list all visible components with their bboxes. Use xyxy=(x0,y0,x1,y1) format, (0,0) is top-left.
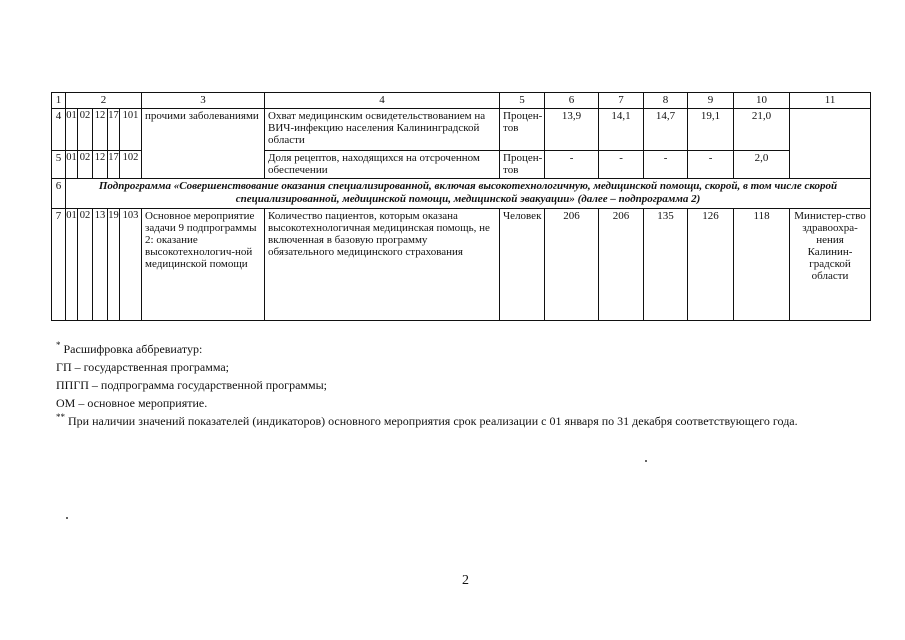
footnote-text: При наличии значений показателей (индикаторов) основного мероприятия срок реализации с 01 января по 31 декабря соответствующего года. xyxy=(68,414,798,428)
code-cell: 12 xyxy=(93,109,108,151)
footnote-line xyxy=(56,412,798,430)
header-cell: 10 xyxy=(734,93,790,109)
value-cell: 206 xyxy=(599,209,644,321)
row-number: 4 xyxy=(52,109,66,151)
unit-cell: Процен-тов xyxy=(500,151,545,179)
value-cell: 135 xyxy=(644,209,688,321)
header-cell: 1 xyxy=(52,93,66,109)
code-cell: 103 xyxy=(120,209,142,321)
table-row xyxy=(52,209,871,321)
header-cell: 7 xyxy=(599,93,644,109)
code-cell: 19 xyxy=(108,209,120,321)
value-cell: - xyxy=(599,151,644,179)
code-cell: 17 xyxy=(108,109,120,151)
footnote-line: ППГП – подпрограмма государственной программы; xyxy=(56,378,327,392)
code-cell: 02 xyxy=(78,151,93,179)
code-cell: 02 xyxy=(78,109,93,151)
responsible-cell xyxy=(790,109,871,179)
value-cell: 21,0 xyxy=(734,109,790,151)
indicator-name: Охват медицинским освидетельствованием на ВИЧ-инфекцию населения Калининградской области xyxy=(265,109,500,151)
footnote-mark: * xyxy=(56,340,61,350)
code-cell: 13 xyxy=(93,209,108,321)
value-cell: - xyxy=(688,151,734,179)
row-number: 6 xyxy=(52,179,66,209)
row-number: 7 xyxy=(52,209,66,321)
value-cell: 14,7 xyxy=(644,109,688,151)
code-cell: 01 xyxy=(66,109,78,151)
row-number: 5 xyxy=(52,151,66,179)
value-cell: 206 xyxy=(545,209,599,321)
value-cell: 126 xyxy=(688,209,734,321)
code-cell: 12 xyxy=(93,151,108,179)
value-cell: - xyxy=(644,151,688,179)
header-cell: 4 xyxy=(265,93,500,109)
header-cell: 8 xyxy=(644,93,688,109)
table-header-row xyxy=(52,93,871,109)
header-cell: 9 xyxy=(688,93,734,109)
footnotes xyxy=(56,340,798,430)
code-cell: 17 xyxy=(108,151,120,179)
scan-speck xyxy=(645,460,647,462)
value-cell: 118 xyxy=(734,209,790,321)
footnote-line: ГП – государственная программа; xyxy=(56,360,229,374)
code-cell: 01 xyxy=(66,151,78,179)
code-cell: 102 xyxy=(120,151,142,179)
unit-cell: Человек xyxy=(500,209,545,321)
header-cell: 5 xyxy=(500,93,545,109)
footnote-text: Расшифровка аббревиатур: xyxy=(63,342,203,356)
scan-speck xyxy=(66,517,68,519)
value-cell: 2,0 xyxy=(734,151,790,179)
footnote-line: ОМ – основное мероприятие. xyxy=(56,396,208,410)
page-number: 2 xyxy=(462,573,469,588)
indicator-name: Количество пациентов, которым оказана высокотехнологичная медицинская помощь, не включенная в базовую программу обязательного медицинского страхования xyxy=(265,209,500,321)
footnote-mark: ** xyxy=(56,412,65,422)
code-cell: 01 xyxy=(66,209,78,321)
unit-cell: Процен-тов xyxy=(500,109,545,151)
indicators-table xyxy=(51,92,871,321)
code-cell: 101 xyxy=(120,109,142,151)
code-cell: 02 xyxy=(78,209,93,321)
value-cell: 14,1 xyxy=(599,109,644,151)
header-cell: 2 xyxy=(66,93,142,109)
header-cell: 6 xyxy=(545,93,599,109)
indicator-name: Доля рецептов, находящихся на отсроченном обеспечении xyxy=(265,151,500,179)
event-name: Основное мероприятие задачи 9 подпрограммы 2: оказание высокотехнологич-ной медицинской помощи xyxy=(142,209,265,321)
value-cell: 13,9 xyxy=(545,109,599,151)
event-name: прочими заболеваниями xyxy=(142,109,265,179)
subprogram-title: Подпрограмма «Совершенствование оказания специализированной, включая высокотехнологичную, медицинской помощи, скорой, в том числе скорой специализированной, медицинской помощи, медицинской эвакуации» (далее – подпрограмма 2) xyxy=(66,179,871,209)
subprogram-row xyxy=(52,179,871,209)
responsible-cell: Министер-ство здравоохра-нения Калинин-градской области xyxy=(790,209,871,321)
footnote-line xyxy=(56,340,798,358)
header-cell: 3 xyxy=(142,93,265,109)
header-cell: 11 xyxy=(790,93,871,109)
value-cell: - xyxy=(545,151,599,179)
table-row xyxy=(52,109,871,151)
value-cell: 19,1 xyxy=(688,109,734,151)
